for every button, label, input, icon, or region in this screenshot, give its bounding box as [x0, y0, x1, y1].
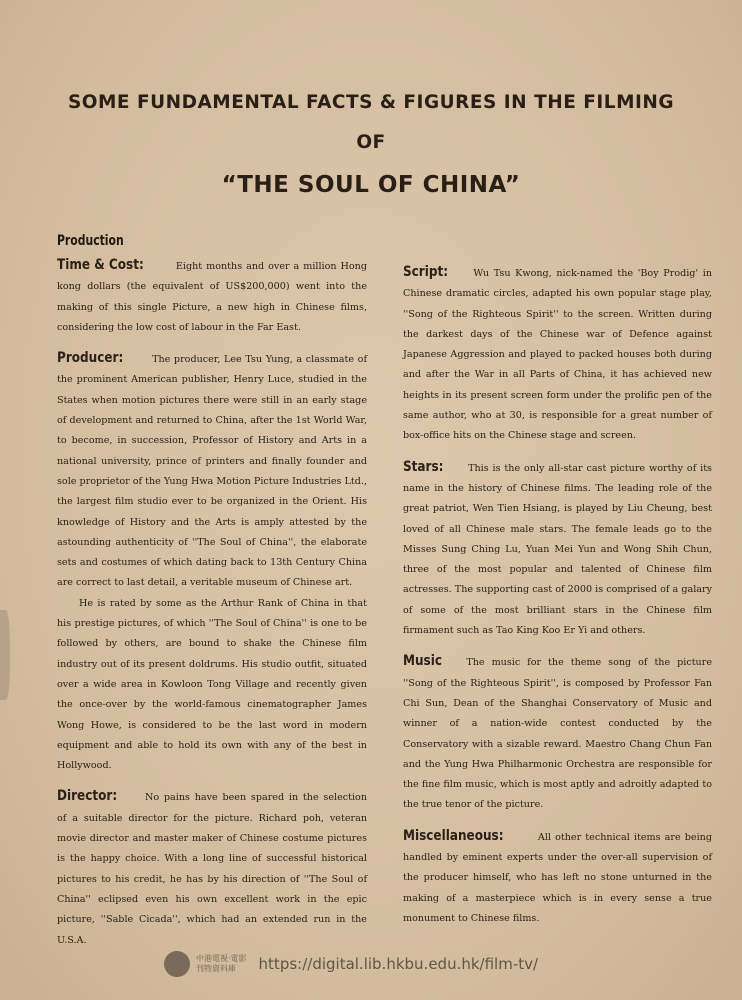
director-heading: Director: [57, 788, 118, 805]
title-line-2: OF [356, 132, 386, 153]
misc-heading: Miscellaneous: [403, 827, 504, 844]
archive-org-name [196, 954, 247, 974]
title-line-3: “THE SOUL OF CHINA” [221, 172, 521, 198]
script-text: Wu Tsu Kwong, nick-named the 'Boy Prodig' in Chinese dramatic circles, adapted his own popular stage play, ''Song of the Righteous Spirit'' to the screen. Written during the darkest days of the Chinese war of Defence against Japanese Aggression and played to packed houses both during and after the War in all Parts of China, it has achieved new heights in its present screen form under the prolific pen of the same author, who at 30, is responsible for a great number of box-office hits on the Chinese stage and screen. [403, 268, 712, 442]
producer-paragraph-1 [57, 348, 367, 594]
left-column [57, 232, 367, 951]
script-heading: Script: [403, 264, 449, 280]
director-paragraph [57, 786, 367, 950]
music-heading: Music [403, 653, 442, 670]
music-paragraph [403, 651, 712, 815]
archive-url: https://digital.lib.hkbu.edu.hk/film-tv/ [258, 955, 539, 973]
producer-paragraph-2: He is rated by some as the Arthur Rank of China in that his prestige pictures, of which ''The Soul of China'' is one to be followed by others, are bound to shake the Chinese film industry out of its present doldrums. His studio outfit, situated over a wide area in Kowloon Tong Village and recently given the once-over by the world-famous cinematographer James Wong Howe, is considered to be the last word in modern equipment and able to hold its own with any of the best in Hollywood. [57, 597, 367, 772]
producer-text-1: The producer, Lee Tsu Yung, a classmate of the prominent American publisher, Henry Luce, studied in the States when motion pictures there were still in an early stage of development and returned to China, after the 1st World War, to become, in succession, Professor of History and Arts in a national university, prince of printers and finally founder and sole proprietor of the Yung Hwa Motion Picture Industries Ltd., the largest film studio ever to be organized in the Orient. His knowledge of History and the Arts is amply attested by the astounding authenticity of ''The Soul of China'', the elaborate sets and costumes of which dating back to 13th Century China are correct to last detail, a veritable museum of Chinese art. [57, 354, 367, 589]
page-edge-stain [0, 610, 10, 700]
time-cost-text: Eight months and over a million Hong kong dollars (the equivalent of US$200,000) went into the making of this single Picture, a new high in Chinese films, considering the low cost of labour in the Far East. [57, 261, 367, 333]
stars-text: This is the only all-star cast picture worthy of its name in the history of Chinese films. The leading role of the great patriot, Wen Tien Hsiang, is played by Liu Cheung, best loved of all Chinese male stars. The female leads go to the Misses Sung Ching Lu, Yuan Mei Yun and Wong Shih Chun, three of the most popular and talented of Chinese film actresses. The supporting cast of 2000 is comprised of a galary of some of the most brilliant stars in the Chinese film firmament such as Tao King Koo Er Yi and others. [403, 462, 712, 637]
production-heading: Production [57, 233, 124, 249]
director-text: No pains have been spared in the selection of a suitable director for the picture. Richard poh, veteran movie director and master maker of Chinese costume pictures is the happy choice. With a long line of successful historical pictures to his credit, he has by his direction of ''The Soul of China'' eclipsed even his own excellent work in the epic picture, ''Sable Cicada'', which had an extended run in the U.S.A. [57, 792, 367, 946]
misc-text: All other technical items are being handled by eminent experts under the over-all supervision of the producer himself, who has left no stone unturned in the making of a masterpiece which is in every sense a true monument to Chinese films. [403, 831, 712, 924]
script-paragraph [403, 262, 712, 447]
time-cost-paragraph [57, 255, 367, 338]
archive-org-line-2: 刊物資料庫 [196, 964, 236, 973]
stars-paragraph [403, 457, 712, 642]
stars-heading: Stars: [403, 458, 444, 475]
misc-paragraph [403, 826, 712, 929]
music-text: The music for the theme song of the picture ''Song of the Righteous Spirit'', is composed by Professor Fan Chi Sun, Dean of the Shanghai Conservatory of Music and winner of a nation-wide contest conducted by the Conservatory with a sizable reward. Maestro Chang Chun Fan and the Yung Hwa Philharmonic Orchestra are responsible for the fine film music, which is most aptly and adroitly adapted to the true tenor of the picture. [403, 657, 712, 811]
producer-heading: Producer: [57, 350, 124, 367]
title-line-1: SOME FUNDAMENTAL FACTS & FIGURES IN THE FILMING [67, 92, 675, 113]
time-cost-heading: Time & Cost: [57, 257, 144, 273]
archive-logo-icon [164, 951, 190, 977]
archive-watermark [164, 947, 584, 981]
archive-org-line-1: 中港電視·電影 [196, 954, 247, 963]
right-column [403, 262, 712, 929]
